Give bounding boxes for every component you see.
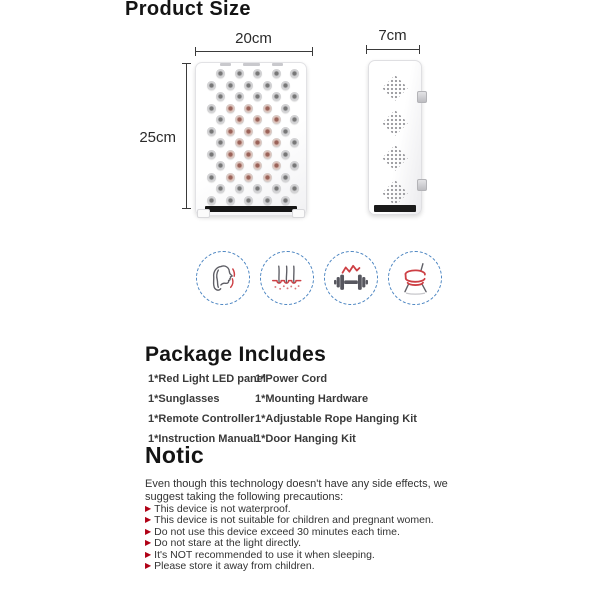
led bbox=[235, 115, 244, 124]
package-item: 1*Mounting Hardware bbox=[255, 393, 369, 405]
precaution-text: Do not stare at the light directly. bbox=[154, 537, 302, 550]
vent-pattern bbox=[382, 180, 408, 206]
led bbox=[244, 104, 253, 113]
led bbox=[216, 184, 225, 193]
led bbox=[263, 104, 272, 113]
led bbox=[253, 69, 262, 78]
precaution-text: Do not use this device exceed 30 minutes each time. bbox=[154, 525, 400, 538]
package-item: 1*Red Light LED panel bbox=[148, 373, 266, 385]
led bbox=[235, 138, 244, 147]
package-item: 1*Remote Controller bbox=[148, 413, 255, 425]
precaution-text: This device is not suitable for children and pregnant women. bbox=[154, 514, 434, 527]
width-dimension-label: 20cm bbox=[235, 30, 272, 47]
led bbox=[216, 161, 225, 170]
notice-title: Notic bbox=[145, 442, 204, 468]
led bbox=[235, 184, 244, 193]
red-arrow-bullet-icon: ▶ bbox=[145, 561, 152, 571]
led bbox=[272, 138, 281, 147]
led bbox=[244, 81, 253, 90]
led bbox=[207, 81, 216, 90]
side-knob bbox=[417, 179, 427, 191]
led bbox=[226, 81, 235, 90]
dumbbell-graphic bbox=[332, 259, 370, 297]
led bbox=[263, 81, 272, 90]
led bbox=[207, 127, 216, 136]
skin-care-face-icon bbox=[196, 251, 250, 305]
side-base-strip bbox=[374, 205, 416, 212]
hair-growth-icon bbox=[260, 251, 314, 305]
red-arrow-bullet-icon: ▶ bbox=[145, 515, 152, 525]
led bbox=[207, 150, 216, 159]
led bbox=[281, 81, 290, 90]
panel-foot bbox=[292, 209, 305, 218]
vent-pattern bbox=[382, 75, 408, 101]
hair-follicles-graphic bbox=[268, 259, 306, 297]
led bbox=[290, 184, 299, 193]
depth-dimension-line bbox=[366, 45, 420, 54]
led-grid bbox=[196, 63, 306, 215]
red-arrow-bullet-icon: ▶ bbox=[145, 538, 152, 548]
package-item: 1*Door Hanging Kit bbox=[255, 433, 356, 445]
led bbox=[281, 173, 290, 182]
led bbox=[244, 173, 253, 182]
led bbox=[216, 115, 225, 124]
led bbox=[207, 104, 216, 113]
precautions-list bbox=[145, 504, 434, 572]
led bbox=[290, 138, 299, 147]
depth-dimension-label: 7cm bbox=[378, 27, 407, 44]
vent-pattern bbox=[382, 110, 408, 136]
led bbox=[226, 173, 235, 182]
led bbox=[272, 69, 281, 78]
led bbox=[244, 127, 253, 136]
led bbox=[216, 69, 225, 78]
led bbox=[226, 150, 235, 159]
led bbox=[290, 161, 299, 170]
package-item: 1*Adjustable Rope Hanging Kit bbox=[255, 413, 417, 425]
wrapped-joint-graphic bbox=[396, 259, 434, 297]
led bbox=[272, 161, 281, 170]
led bbox=[207, 173, 216, 182]
led bbox=[281, 196, 290, 205]
led-panel-front-view bbox=[195, 62, 307, 216]
page-title: Product Size bbox=[125, 0, 251, 20]
precaution-text: This device is not waterproof. bbox=[154, 503, 291, 515]
package-includes-title: Package Includes bbox=[145, 343, 327, 366]
led bbox=[263, 173, 272, 182]
led bbox=[272, 92, 281, 101]
led bbox=[216, 92, 225, 101]
package-item: 1*Instruction Manual bbox=[148, 433, 257, 445]
led bbox=[290, 92, 299, 101]
package-item: 1*Power Cord bbox=[255, 373, 328, 385]
red-arrow-bullet-icon: ▶ bbox=[145, 549, 152, 559]
led bbox=[272, 115, 281, 124]
led bbox=[253, 138, 262, 147]
led bbox=[272, 184, 281, 193]
led bbox=[281, 127, 290, 136]
led bbox=[235, 92, 244, 101]
led bbox=[281, 104, 290, 113]
led bbox=[244, 150, 253, 159]
width-dimension-line bbox=[195, 47, 313, 56]
package-includes-list bbox=[148, 373, 417, 445]
led bbox=[253, 184, 262, 193]
red-arrow-bullet-icon: ▶ bbox=[145, 504, 152, 513]
precaution-item bbox=[145, 561, 434, 572]
notice-intro-text: Even though this technology doesn't have any side effects, we suggest taking the following precautions: bbox=[145, 478, 448, 504]
led bbox=[244, 196, 253, 205]
precaution-text: It's NOT recommended to use it when sleeping. bbox=[154, 548, 375, 561]
package-item: 1*Sunglasses bbox=[148, 393, 220, 405]
led bbox=[226, 104, 235, 113]
led bbox=[290, 115, 299, 124]
led bbox=[226, 196, 235, 205]
vent-pattern bbox=[382, 145, 408, 171]
face-profile-graphic bbox=[204, 259, 242, 297]
led bbox=[263, 150, 272, 159]
led bbox=[226, 127, 235, 136]
led bbox=[216, 138, 225, 147]
side-knob bbox=[417, 91, 427, 103]
led bbox=[253, 161, 262, 170]
led bbox=[253, 115, 262, 124]
led bbox=[281, 150, 290, 159]
led bbox=[263, 127, 272, 136]
red-arrow-bullet-icon: ▶ bbox=[145, 526, 152, 536]
led bbox=[263, 196, 272, 205]
led bbox=[207, 196, 216, 205]
muscle-recovery-dumbbell-icon bbox=[324, 251, 378, 305]
height-dimension-line bbox=[182, 63, 191, 209]
panel-foot bbox=[197, 209, 210, 218]
led-panel-side-view bbox=[368, 60, 422, 215]
precaution-text: Please store it away from children. bbox=[154, 560, 315, 573]
led bbox=[235, 161, 244, 170]
benefit-icons-row bbox=[196, 251, 442, 305]
led bbox=[290, 69, 299, 78]
panel-base-strip bbox=[205, 206, 297, 212]
joint-pain-relief-icon bbox=[388, 251, 442, 305]
height-dimension-label: 25cm bbox=[139, 129, 176, 146]
led bbox=[253, 92, 262, 101]
led bbox=[235, 69, 244, 78]
